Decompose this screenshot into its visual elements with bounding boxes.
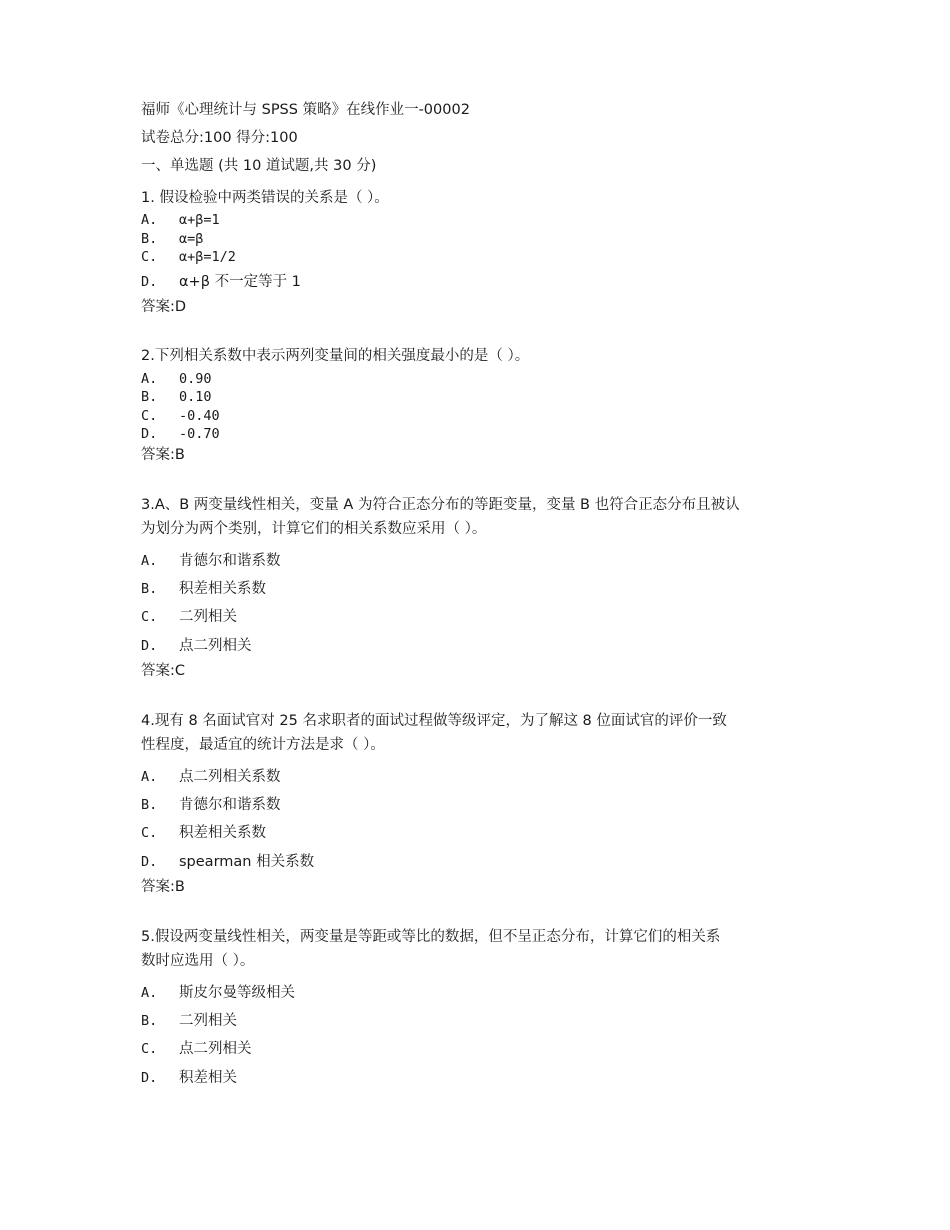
option-text: 二列相关 — [179, 1013, 237, 1029]
option-letter: A. — [141, 212, 158, 228]
option-text: 肯德尔和谐系数 — [179, 797, 281, 813]
option-text: α+β=1/2 — [179, 249, 236, 265]
option-letter: A. — [141, 371, 158, 387]
option-text: 肯德尔和谐系数 — [179, 553, 281, 569]
question-stem: 1. 假设检验中两类错误的关系是（ ）。 — [141, 190, 389, 206]
question-stem: 4.现有 8 名面试官对 25 名求职者的面试过程做等级评定，为了解这 8 位面试官的评价一致 — [141, 713, 727, 729]
question-stem-continued: 数时应选用（ ）。 — [141, 953, 255, 969]
option-letter: D. — [141, 854, 158, 870]
option-d — [141, 273, 301, 291]
option-b — [141, 796, 281, 814]
option-text: 点二列相关 — [179, 638, 252, 654]
question-stem: 5.假设两变量线性相关，两变量是等距或等比的数据，但不呈正态分布，计算它们的相关系 — [141, 929, 721, 945]
option-b — [141, 580, 266, 598]
option-text: α=β — [179, 231, 204, 247]
document-title: 福师《心理统计与 SPSS 策略》在线作业一-00002 — [141, 102, 470, 118]
option-letter: B. — [141, 581, 158, 597]
answer-line: 答案:C — [141, 663, 186, 679]
option-d — [141, 1069, 237, 1087]
option-letter: D. — [141, 426, 158, 442]
answer-line: 答案:B — [141, 447, 185, 463]
option-letter: D. — [141, 274, 158, 290]
option-a — [141, 370, 212, 388]
section-heading: 一、单选题 (共 10 道试题,共 30 分) — [141, 158, 377, 174]
question-stem-continued: 为划分为两个类别，计算它们的相关系数应采用（ ）。 — [141, 521, 487, 537]
option-a — [141, 552, 281, 570]
option-letter: B. — [141, 797, 158, 813]
option-text: α+β=1 — [179, 212, 220, 228]
option-text: α+β 不一定等于 1 — [179, 274, 301, 290]
question-stem: 3.A、B 两变量线性相关，变量 A 为符合正态分布的等距变量，变量 B 也符合正态分布且被认 — [141, 497, 740, 513]
option-text: 点二列相关 — [179, 1041, 252, 1057]
option-text: 积差相关 — [179, 1070, 237, 1086]
answer-line: 答案:B — [141, 879, 185, 895]
option-letter: A. — [141, 985, 158, 1001]
option-c — [141, 608, 237, 626]
option-c — [141, 824, 266, 842]
option-letter: C. — [141, 609, 158, 625]
option-text: 积差相关系数 — [179, 825, 266, 841]
question-stem-continued: 性程度，最适宜的统计方法是求（ ）。 — [141, 737, 385, 753]
option-letter: A. — [141, 769, 158, 785]
option-letter: B. — [141, 1013, 158, 1029]
option-d — [141, 853, 314, 871]
option-d — [141, 425, 220, 443]
option-d — [141, 637, 252, 655]
option-text: -0.40 — [179, 408, 220, 424]
option-text: 0.90 — [179, 371, 212, 387]
option-letter: B. — [141, 231, 158, 247]
option-b — [141, 230, 203, 248]
option-text: -0.70 — [179, 426, 220, 442]
option-letter: C. — [141, 408, 158, 424]
option-b — [141, 1012, 237, 1030]
option-letter: A. — [141, 553, 158, 569]
option-letter: B. — [141, 389, 158, 405]
question-stem: 2.下列相关系数中表示两列变量间的相关强度最小的是（ ）。 — [141, 348, 530, 364]
option-text: 斯皮尔曼等级相关 — [179, 985, 295, 1001]
option-c — [141, 1040, 252, 1058]
option-text: spearman 相关系数 — [179, 854, 315, 870]
score-summary: 试卷总分:100 得分:100 — [141, 130, 298, 146]
option-letter: D. — [141, 638, 158, 654]
answer-line: 答案:D — [141, 299, 187, 315]
option-text: 点二列相关系数 — [179, 769, 281, 785]
option-c — [141, 248, 236, 266]
option-text: 二列相关 — [179, 609, 237, 625]
option-letter: C. — [141, 825, 158, 841]
option-a — [141, 211, 220, 229]
option-text: 积差相关系数 — [179, 581, 266, 597]
option-letter: C. — [141, 249, 158, 265]
option-text: 0.10 — [179, 389, 212, 405]
option-b — [141, 388, 212, 406]
option-letter: C. — [141, 1041, 158, 1057]
option-letter: D. — [141, 1070, 158, 1086]
option-a — [141, 768, 281, 786]
option-a — [141, 984, 295, 1002]
option-c — [141, 407, 220, 425]
